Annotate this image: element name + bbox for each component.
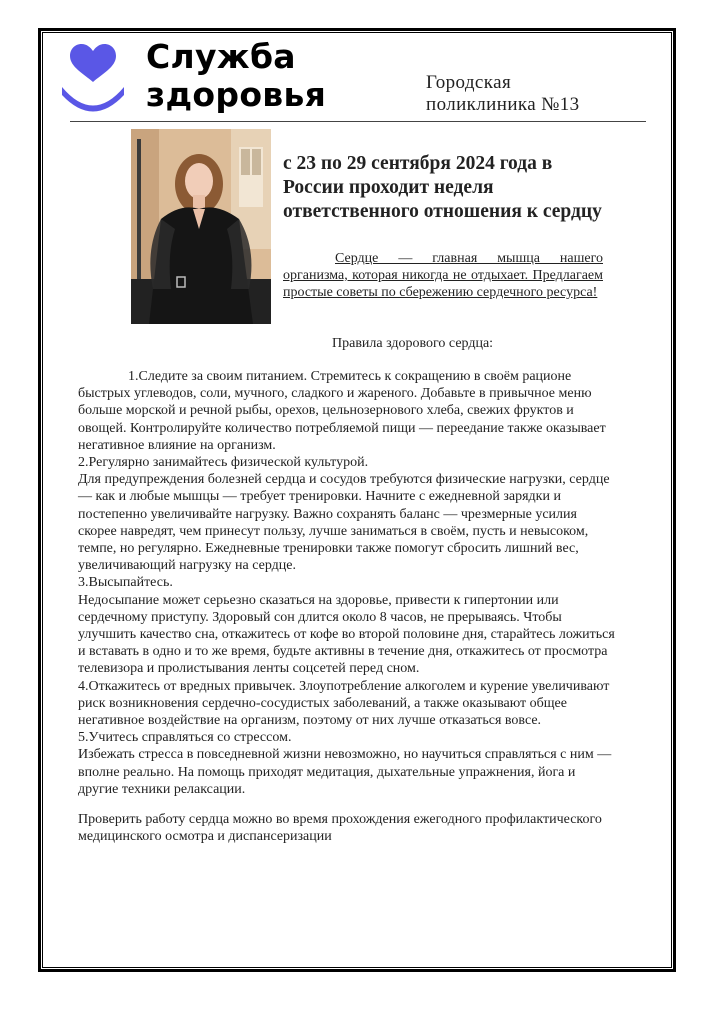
clinic-name bbox=[426, 72, 580, 116]
brand-name bbox=[146, 38, 326, 114]
rule-4-paragraph: 4.Откажитесь от вредных привычек. Злоупотребление алкоголем и курение увеличивают риск возникновения сердечно-сосудистых заболеваний, а также оказывают общее негативное воздействие на организм, поэтому от них лучше отказаться вовсе. bbox=[78, 678, 610, 729]
closing-note: Проверить работу сердца можно во время прохождения ежегодного профилактического медицинского осмотра и диспансеризации bbox=[78, 812, 602, 845]
woman-portrait-photo bbox=[131, 129, 271, 324]
rule-1-paragraph: 1.Следите за своим питанием. Стремитесь к сокращению в своём рационе быстрых углеводов, соли, мучного, сладкого и жареного. Добавьте в привычное меню больше морской и речной рыбы, орехов, цельнозернового хлеба, свежих фруктов и овощей. Контролируйте количество потребляемой пищи — переедание также оказывает негативное влияние на организм. bbox=[78, 369, 606, 453]
clinic-line-2: поликлиника №13 bbox=[426, 94, 580, 115]
article-body bbox=[78, 368, 618, 798]
rule-3-heading: 3.Высыпайтесь. bbox=[78, 575, 173, 591]
rule-5-heading: 5.Учитесь справляться со стрессом. bbox=[78, 730, 292, 746]
rule-5-paragraph: Избежать стресса в повседневной жизни невозможно, но научиться справляться с ним — вполне реально. На помощь приходят медитация, дыхательные упражнения, йога и другие техники релаксации. bbox=[78, 747, 612, 797]
article-title: с 23 по 29 сентября 2024 года в России проходит неделя ответственного отношения к сердцу bbox=[283, 153, 602, 222]
rule-3-paragraph: Недосыпание может серьезно сказаться на здоровье, привести к гипертонии или сердечному приступу. Здоровый сон длится около 8 часов, не прерываясь. Чтобы улучшить качество сна, откажитесь от кофе во второй половине дня, старайтесь ложиться и вставать в одно и то же время, будьте активны в течение дня, откажитесь от просмотра телевизора и пролистывания ленты соцсетей перед сном. bbox=[78, 592, 615, 677]
brand-line-1: Служба bbox=[146, 37, 296, 76]
brand-line-2: здоровья bbox=[146, 75, 327, 114]
header-divider bbox=[70, 121, 646, 122]
heart-smile-logo-icon bbox=[58, 40, 128, 115]
rules-heading: Правила здорового сердца: bbox=[332, 336, 494, 351]
rule-2-paragraph: Для предупреждения болезней сердца и сосудов требуются физические нагрузки, сердце — как и любые мышцы — требует тренировки. Начните с ежедневной зарядки и постепенно увеличивайте нагрузку. Важно сохранять баланс — чрезмерные усилия скорее навредят, чем принесут пользу, лучше заниматься в своём, пусть и невысоком, темпе, но регулярно. Ежедневные тренировки также помогут сбросить лишний вес, увеличивающий нагрузку на сердце. bbox=[78, 472, 610, 574]
article-intro: Сердце — главная мышца нашего организма, которая никогда не отдыхает. Предлагаем простые советы по сбережению сердечного ресурса! bbox=[283, 251, 603, 300]
clinic-line-1: Городская bbox=[426, 72, 512, 93]
rule-2-heading: 2.Регулярно занимайтесь физической культурой. bbox=[78, 455, 369, 471]
